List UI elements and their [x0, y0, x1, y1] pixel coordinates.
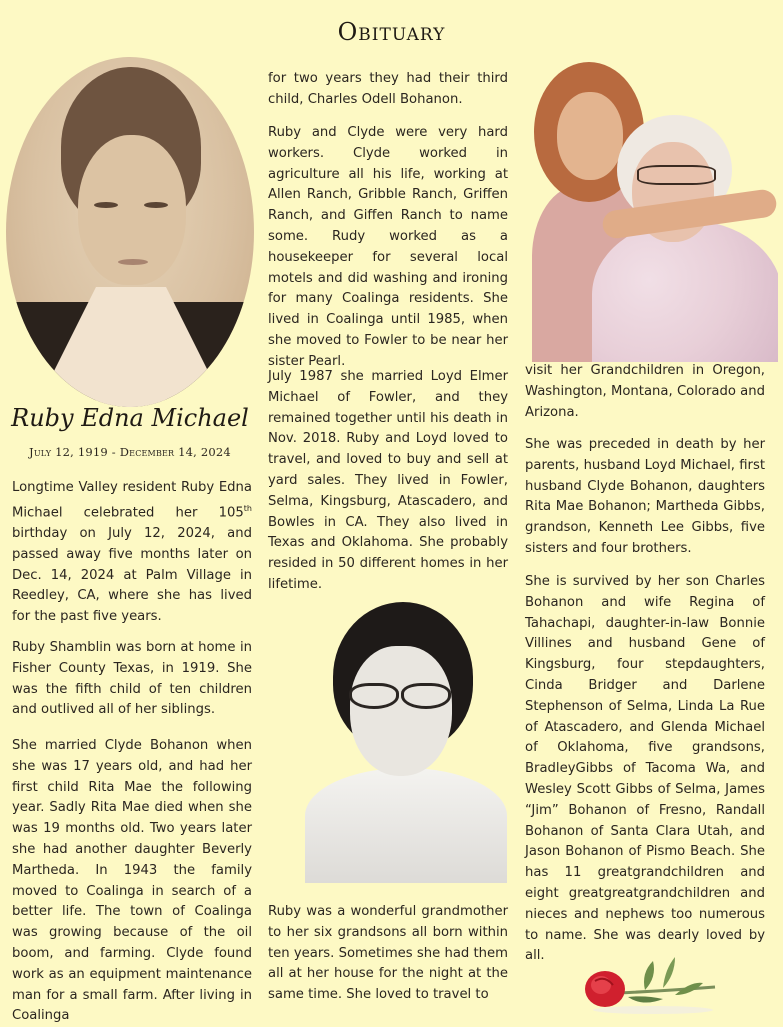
paragraph-grandmother: Ruby was a wonderful grandmother to her six grandsons all born within ten years. Sometimes she had them all at her house for the night at the same time. She loved to travel to	[268, 904, 508, 1003]
page-title: Obituary	[337, 18, 446, 46]
paragraph-first-marriage: She married Clyde Bohanon when she was 17 years old, and had her first child Rita Mae the following year. Sadly Rita Mae died when she was 19 months old. Two years later she had another daughter Beverly Martheda. In 1943 the family moved to Coalinga in search of a better life. The town of Coalinga was growing because of the oil boom, and farming. Clyde found work as an equipment maintenance man for a small farm. After living in Coalinga	[12, 738, 252, 1024]
portrait-young-photo	[6, 57, 254, 407]
rose-icon	[583, 955, 723, 1015]
paragraph-second-marriage: July 1987 she married Loyd Elmer Michael of Fowler, and they remained together until his death in Nov. 2018. Ruby and Loyd loved to travel, and loved to buy and sell at yard sales. They lived in Fowler, Selma, Kingsburg, Atascadero, and Bowles in CA. They also lived in Texas and Oklahoma. She probably resided in 50 different homes in her lifetime.	[268, 369, 508, 592]
paragraph-work: Ruby and Clyde were very hard workers. Clyde worked in agriculture all his life, working at Allen Ranch, Gribble Ranch, Griffen Ranch, and Giffen Ranch to name some. Rudy worked as a housekeeper for several local motels and did washing and ironing for many Coalinga residents. She lived in Coalinga until 1985, when she moved to Fowler to be near her sister Pearl.	[268, 125, 508, 369]
paragraph-preceded: She was preceded in death by her parents, husband Loyd Michael, first husband Clyde Bohanon, daughters Rita Mae Bohanon; Martheda Gibbs, grandson, Kenneth Lee Gibbs, five sisters and four brothers.	[525, 437, 765, 556]
portrait-family-photo	[532, 60, 778, 362]
paragraph-survived: She is survived by her son Charles Bohanon and wife Regina of Tahachapi, daughter-in-law Bonnie Villines and husband Gene of Kingsburg, four stepdaughters, Cinda Bridger and Darlene Stephenson of Selma, Linda La Rue of Atascadero, and Glenda Michael of Oklahoma, five grandsons, BradleyGibbs of Tacoma Wa, and Wesley Scott Gibbs of Selma, James “Jim” Bohanon of Fresno, Randall Bohanon of Santa Clara Utah, and Jason Bohanon of Pismo Beach. She has 11 greatgrandchildren and eight greatgreatgrandchildren and nieces and nephews too numerous to name. She was dearly loved by all.	[525, 574, 765, 964]
life-dates: July 12, 1919 - December 14, 2024	[29, 445, 231, 459]
paragraph-intro: Longtime Valley resident Ruby Edna Michael celebrated her 105th birthday on July 12, 2024, and passed away five months later on Dec. 14, 2024 at Palm Village in Reedley, CA, where she has lived for the past five years.	[12, 480, 252, 625]
paragraph-third-child: for two years they had their third child, Charles Odell Bohanon.	[268, 71, 508, 107]
portrait-middle-photo	[305, 598, 507, 883]
paragraph-travel: visit her Grandchildren in Oregon, Washington, Montana, Colorado and Arizona.	[525, 363, 765, 420]
deceased-name: Ruby Edna Michael	[11, 404, 249, 432]
paragraph-birth: Ruby Shamblin was born at home in Fisher County Texas, in 1919. She was the fifth child of ten children and outlived all of her siblings.	[12, 640, 252, 718]
